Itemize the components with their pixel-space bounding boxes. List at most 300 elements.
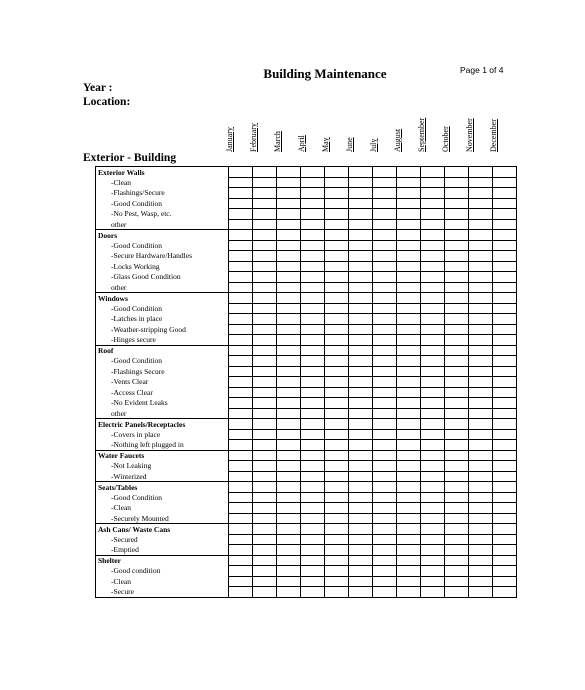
check-cell-october[interactable] bbox=[445, 471, 469, 482]
check-cell-january[interactable] bbox=[229, 450, 253, 461]
check-cell-july[interactable] bbox=[373, 377, 397, 388]
check-cell-september[interactable] bbox=[421, 324, 445, 335]
check-cell-may[interactable] bbox=[325, 408, 349, 419]
check-cell-june[interactable] bbox=[349, 461, 373, 472]
check-cell-september[interactable] bbox=[421, 198, 445, 209]
check-cell-september[interactable] bbox=[421, 272, 445, 283]
check-cell-january[interactable] bbox=[229, 471, 253, 482]
check-cell-february[interactable] bbox=[253, 188, 277, 199]
check-cell-july[interactable] bbox=[373, 356, 397, 367]
check-cell-november[interactable] bbox=[469, 314, 493, 325]
check-cell-february[interactable] bbox=[253, 534, 277, 545]
check-cell-december[interactable] bbox=[493, 188, 517, 199]
check-cell-june[interactable] bbox=[349, 450, 373, 461]
check-cell-february[interactable] bbox=[253, 419, 277, 430]
check-cell-may[interactable] bbox=[325, 503, 349, 514]
check-cell-february[interactable] bbox=[253, 293, 277, 304]
check-cell-may[interactable] bbox=[325, 545, 349, 556]
check-cell-february[interactable] bbox=[253, 261, 277, 272]
check-cell-march[interactable] bbox=[277, 482, 301, 493]
check-cell-october[interactable] bbox=[445, 587, 469, 598]
check-cell-april[interactable] bbox=[301, 492, 325, 503]
check-cell-july[interactable] bbox=[373, 188, 397, 199]
check-cell-january[interactable] bbox=[229, 482, 253, 493]
check-cell-may[interactable] bbox=[325, 314, 349, 325]
check-cell-december[interactable] bbox=[493, 293, 517, 304]
check-cell-august[interactable] bbox=[397, 198, 421, 209]
check-cell-october[interactable] bbox=[445, 513, 469, 524]
check-cell-april[interactable] bbox=[301, 555, 325, 566]
check-cell-january[interactable] bbox=[229, 282, 253, 293]
check-cell-july[interactable] bbox=[373, 282, 397, 293]
check-cell-november[interactable] bbox=[469, 219, 493, 230]
check-cell-may[interactable] bbox=[325, 576, 349, 587]
check-cell-february[interactable] bbox=[253, 377, 277, 388]
check-cell-september[interactable] bbox=[421, 177, 445, 188]
check-cell-october[interactable] bbox=[445, 576, 469, 587]
check-cell-august[interactable] bbox=[397, 335, 421, 346]
check-cell-april[interactable] bbox=[301, 566, 325, 577]
check-cell-october[interactable] bbox=[445, 219, 469, 230]
check-cell-may[interactable] bbox=[325, 272, 349, 283]
check-cell-april[interactable] bbox=[301, 419, 325, 430]
check-cell-august[interactable] bbox=[397, 177, 421, 188]
check-cell-august[interactable] bbox=[397, 387, 421, 398]
check-cell-june[interactable] bbox=[349, 503, 373, 514]
check-cell-january[interactable] bbox=[229, 177, 253, 188]
check-cell-october[interactable] bbox=[445, 545, 469, 556]
check-cell-march[interactable] bbox=[277, 555, 301, 566]
check-cell-april[interactable] bbox=[301, 461, 325, 472]
check-cell-july[interactable] bbox=[373, 398, 397, 409]
check-cell-march[interactable] bbox=[277, 398, 301, 409]
check-cell-august[interactable] bbox=[397, 261, 421, 272]
check-cell-may[interactable] bbox=[325, 534, 349, 545]
check-cell-may[interactable] bbox=[325, 282, 349, 293]
check-cell-september[interactable] bbox=[421, 261, 445, 272]
check-cell-january[interactable] bbox=[229, 167, 253, 178]
check-cell-march[interactable] bbox=[277, 324, 301, 335]
check-cell-december[interactable] bbox=[493, 398, 517, 409]
check-cell-may[interactable] bbox=[325, 230, 349, 241]
check-cell-january[interactable] bbox=[229, 587, 253, 598]
check-cell-august[interactable] bbox=[397, 450, 421, 461]
check-cell-october[interactable] bbox=[445, 324, 469, 335]
check-cell-july[interactable] bbox=[373, 450, 397, 461]
check-cell-september[interactable] bbox=[421, 429, 445, 440]
check-cell-july[interactable] bbox=[373, 545, 397, 556]
check-cell-july[interactable] bbox=[373, 314, 397, 325]
check-cell-april[interactable] bbox=[301, 377, 325, 388]
check-cell-june[interactable] bbox=[349, 566, 373, 577]
check-cell-june[interactable] bbox=[349, 335, 373, 346]
check-cell-july[interactable] bbox=[373, 240, 397, 251]
check-cell-june[interactable] bbox=[349, 230, 373, 241]
check-cell-may[interactable] bbox=[325, 566, 349, 577]
check-cell-march[interactable] bbox=[277, 261, 301, 272]
check-cell-january[interactable] bbox=[229, 377, 253, 388]
check-cell-august[interactable] bbox=[397, 272, 421, 283]
check-cell-december[interactable] bbox=[493, 566, 517, 577]
check-cell-november[interactable] bbox=[469, 177, 493, 188]
check-cell-january[interactable] bbox=[229, 251, 253, 262]
check-cell-september[interactable] bbox=[421, 513, 445, 524]
check-cell-may[interactable] bbox=[325, 293, 349, 304]
check-cell-october[interactable] bbox=[445, 482, 469, 493]
check-cell-may[interactable] bbox=[325, 513, 349, 524]
check-cell-february[interactable] bbox=[253, 492, 277, 503]
check-cell-august[interactable] bbox=[397, 545, 421, 556]
check-cell-april[interactable] bbox=[301, 303, 325, 314]
check-cell-january[interactable] bbox=[229, 513, 253, 524]
check-cell-november[interactable] bbox=[469, 419, 493, 430]
check-cell-april[interactable] bbox=[301, 188, 325, 199]
check-cell-january[interactable] bbox=[229, 503, 253, 514]
check-cell-december[interactable] bbox=[493, 492, 517, 503]
check-cell-february[interactable] bbox=[253, 587, 277, 598]
check-cell-august[interactable] bbox=[397, 282, 421, 293]
check-cell-august[interactable] bbox=[397, 503, 421, 514]
check-cell-november[interactable] bbox=[469, 534, 493, 545]
check-cell-august[interactable] bbox=[397, 230, 421, 241]
check-cell-august[interactable] bbox=[397, 219, 421, 230]
check-cell-april[interactable] bbox=[301, 314, 325, 325]
check-cell-june[interactable] bbox=[349, 188, 373, 199]
check-cell-january[interactable] bbox=[229, 356, 253, 367]
check-cell-october[interactable] bbox=[445, 167, 469, 178]
check-cell-march[interactable] bbox=[277, 408, 301, 419]
check-cell-march[interactable] bbox=[277, 366, 301, 377]
check-cell-september[interactable] bbox=[421, 167, 445, 178]
check-cell-november[interactable] bbox=[469, 566, 493, 577]
check-cell-july[interactable] bbox=[373, 230, 397, 241]
check-cell-march[interactable] bbox=[277, 387, 301, 398]
check-cell-april[interactable] bbox=[301, 251, 325, 262]
check-cell-january[interactable] bbox=[229, 198, 253, 209]
check-cell-june[interactable] bbox=[349, 513, 373, 524]
check-cell-february[interactable] bbox=[253, 429, 277, 440]
check-cell-october[interactable] bbox=[445, 198, 469, 209]
check-cell-march[interactable] bbox=[277, 524, 301, 535]
check-cell-october[interactable] bbox=[445, 345, 469, 356]
check-cell-september[interactable] bbox=[421, 566, 445, 577]
check-cell-august[interactable] bbox=[397, 513, 421, 524]
check-cell-june[interactable] bbox=[349, 345, 373, 356]
check-cell-april[interactable] bbox=[301, 167, 325, 178]
check-cell-january[interactable] bbox=[229, 188, 253, 199]
check-cell-march[interactable] bbox=[277, 167, 301, 178]
check-cell-may[interactable] bbox=[325, 377, 349, 388]
check-cell-march[interactable] bbox=[277, 303, 301, 314]
check-cell-april[interactable] bbox=[301, 335, 325, 346]
check-cell-september[interactable] bbox=[421, 440, 445, 451]
check-cell-april[interactable] bbox=[301, 534, 325, 545]
check-cell-july[interactable] bbox=[373, 324, 397, 335]
check-cell-january[interactable] bbox=[229, 408, 253, 419]
check-cell-october[interactable] bbox=[445, 492, 469, 503]
check-cell-june[interactable] bbox=[349, 251, 373, 262]
check-cell-november[interactable] bbox=[469, 503, 493, 514]
check-cell-may[interactable] bbox=[325, 387, 349, 398]
check-cell-june[interactable] bbox=[349, 303, 373, 314]
check-cell-february[interactable] bbox=[253, 398, 277, 409]
check-cell-november[interactable] bbox=[469, 587, 493, 598]
check-cell-march[interactable] bbox=[277, 314, 301, 325]
check-cell-october[interactable] bbox=[445, 209, 469, 220]
check-cell-november[interactable] bbox=[469, 261, 493, 272]
check-cell-november[interactable] bbox=[469, 251, 493, 262]
check-cell-january[interactable] bbox=[229, 419, 253, 430]
check-cell-october[interactable] bbox=[445, 366, 469, 377]
check-cell-july[interactable] bbox=[373, 555, 397, 566]
check-cell-december[interactable] bbox=[493, 261, 517, 272]
check-cell-april[interactable] bbox=[301, 293, 325, 304]
check-cell-september[interactable] bbox=[421, 188, 445, 199]
check-cell-january[interactable] bbox=[229, 335, 253, 346]
check-cell-june[interactable] bbox=[349, 293, 373, 304]
check-cell-december[interactable] bbox=[493, 440, 517, 451]
check-cell-november[interactable] bbox=[469, 324, 493, 335]
check-cell-june[interactable] bbox=[349, 282, 373, 293]
check-cell-october[interactable] bbox=[445, 398, 469, 409]
check-cell-february[interactable] bbox=[253, 324, 277, 335]
check-cell-september[interactable] bbox=[421, 576, 445, 587]
check-cell-may[interactable] bbox=[325, 398, 349, 409]
check-cell-may[interactable] bbox=[325, 555, 349, 566]
check-cell-january[interactable] bbox=[229, 398, 253, 409]
check-cell-march[interactable] bbox=[277, 251, 301, 262]
check-cell-november[interactable] bbox=[469, 188, 493, 199]
check-cell-february[interactable] bbox=[253, 387, 277, 398]
check-cell-april[interactable] bbox=[301, 387, 325, 398]
check-cell-may[interactable] bbox=[325, 587, 349, 598]
check-cell-december[interactable] bbox=[493, 545, 517, 556]
check-cell-august[interactable] bbox=[397, 524, 421, 535]
check-cell-july[interactable] bbox=[373, 209, 397, 220]
check-cell-september[interactable] bbox=[421, 398, 445, 409]
check-cell-november[interactable] bbox=[469, 240, 493, 251]
check-cell-july[interactable] bbox=[373, 471, 397, 482]
check-cell-february[interactable] bbox=[253, 450, 277, 461]
check-cell-june[interactable] bbox=[349, 177, 373, 188]
check-cell-october[interactable] bbox=[445, 303, 469, 314]
check-cell-april[interactable] bbox=[301, 482, 325, 493]
check-cell-august[interactable] bbox=[397, 251, 421, 262]
check-cell-july[interactable] bbox=[373, 576, 397, 587]
check-cell-july[interactable] bbox=[373, 587, 397, 598]
check-cell-march[interactable] bbox=[277, 356, 301, 367]
check-cell-july[interactable] bbox=[373, 492, 397, 503]
check-cell-august[interactable] bbox=[397, 534, 421, 545]
check-cell-november[interactable] bbox=[469, 461, 493, 472]
check-cell-december[interactable] bbox=[493, 240, 517, 251]
check-cell-march[interactable] bbox=[277, 209, 301, 220]
check-cell-october[interactable] bbox=[445, 272, 469, 283]
check-cell-november[interactable] bbox=[469, 482, 493, 493]
check-cell-february[interactable] bbox=[253, 555, 277, 566]
check-cell-july[interactable] bbox=[373, 524, 397, 535]
check-cell-july[interactable] bbox=[373, 167, 397, 178]
check-cell-august[interactable] bbox=[397, 555, 421, 566]
check-cell-november[interactable] bbox=[469, 440, 493, 451]
check-cell-july[interactable] bbox=[373, 177, 397, 188]
check-cell-october[interactable] bbox=[445, 534, 469, 545]
check-cell-november[interactable] bbox=[469, 366, 493, 377]
check-cell-january[interactable] bbox=[229, 366, 253, 377]
check-cell-december[interactable] bbox=[493, 387, 517, 398]
check-cell-december[interactable] bbox=[493, 366, 517, 377]
check-cell-may[interactable] bbox=[325, 198, 349, 209]
check-cell-april[interactable] bbox=[301, 450, 325, 461]
check-cell-march[interactable] bbox=[277, 576, 301, 587]
check-cell-january[interactable] bbox=[229, 492, 253, 503]
check-cell-november[interactable] bbox=[469, 377, 493, 388]
check-cell-may[interactable] bbox=[325, 335, 349, 346]
check-cell-march[interactable] bbox=[277, 429, 301, 440]
check-cell-october[interactable] bbox=[445, 251, 469, 262]
check-cell-october[interactable] bbox=[445, 261, 469, 272]
check-cell-january[interactable] bbox=[229, 324, 253, 335]
check-cell-july[interactable] bbox=[373, 261, 397, 272]
check-cell-january[interactable] bbox=[229, 219, 253, 230]
check-cell-december[interactable] bbox=[493, 450, 517, 461]
check-cell-march[interactable] bbox=[277, 471, 301, 482]
check-cell-march[interactable] bbox=[277, 198, 301, 209]
check-cell-november[interactable] bbox=[469, 555, 493, 566]
check-cell-april[interactable] bbox=[301, 177, 325, 188]
check-cell-july[interactable] bbox=[373, 429, 397, 440]
check-cell-november[interactable] bbox=[469, 230, 493, 241]
check-cell-may[interactable] bbox=[325, 219, 349, 230]
check-cell-november[interactable] bbox=[469, 356, 493, 367]
check-cell-march[interactable] bbox=[277, 282, 301, 293]
check-cell-february[interactable] bbox=[253, 219, 277, 230]
check-cell-june[interactable] bbox=[349, 167, 373, 178]
check-cell-may[interactable] bbox=[325, 366, 349, 377]
check-cell-may[interactable] bbox=[325, 177, 349, 188]
check-cell-february[interactable] bbox=[253, 566, 277, 577]
check-cell-july[interactable] bbox=[373, 219, 397, 230]
check-cell-february[interactable] bbox=[253, 513, 277, 524]
check-cell-october[interactable] bbox=[445, 356, 469, 367]
check-cell-november[interactable] bbox=[469, 209, 493, 220]
check-cell-august[interactable] bbox=[397, 324, 421, 335]
check-cell-march[interactable] bbox=[277, 188, 301, 199]
check-cell-may[interactable] bbox=[325, 261, 349, 272]
check-cell-august[interactable] bbox=[397, 240, 421, 251]
check-cell-july[interactable] bbox=[373, 366, 397, 377]
check-cell-april[interactable] bbox=[301, 198, 325, 209]
check-cell-march[interactable] bbox=[277, 440, 301, 451]
check-cell-january[interactable] bbox=[229, 303, 253, 314]
check-cell-february[interactable] bbox=[253, 408, 277, 419]
check-cell-june[interactable] bbox=[349, 356, 373, 367]
check-cell-march[interactable] bbox=[277, 503, 301, 514]
check-cell-august[interactable] bbox=[397, 345, 421, 356]
check-cell-january[interactable] bbox=[229, 272, 253, 283]
check-cell-october[interactable] bbox=[445, 429, 469, 440]
check-cell-december[interactable] bbox=[493, 503, 517, 514]
check-cell-july[interactable] bbox=[373, 303, 397, 314]
check-cell-january[interactable] bbox=[229, 576, 253, 587]
check-cell-march[interactable] bbox=[277, 534, 301, 545]
check-cell-june[interactable] bbox=[349, 387, 373, 398]
check-cell-june[interactable] bbox=[349, 555, 373, 566]
check-cell-november[interactable] bbox=[469, 303, 493, 314]
check-cell-february[interactable] bbox=[253, 209, 277, 220]
check-cell-october[interactable] bbox=[445, 293, 469, 304]
check-cell-november[interactable] bbox=[469, 282, 493, 293]
check-cell-october[interactable] bbox=[445, 450, 469, 461]
check-cell-may[interactable] bbox=[325, 450, 349, 461]
check-cell-april[interactable] bbox=[301, 366, 325, 377]
check-cell-september[interactable] bbox=[421, 503, 445, 514]
check-cell-june[interactable] bbox=[349, 524, 373, 535]
check-cell-june[interactable] bbox=[349, 366, 373, 377]
check-cell-june[interactable] bbox=[349, 314, 373, 325]
check-cell-may[interactable] bbox=[325, 419, 349, 430]
check-cell-august[interactable] bbox=[397, 293, 421, 304]
check-cell-december[interactable] bbox=[493, 461, 517, 472]
check-cell-march[interactable] bbox=[277, 461, 301, 472]
check-cell-january[interactable] bbox=[229, 261, 253, 272]
check-cell-december[interactable] bbox=[493, 356, 517, 367]
check-cell-june[interactable] bbox=[349, 587, 373, 598]
check-cell-march[interactable] bbox=[277, 450, 301, 461]
check-cell-december[interactable] bbox=[493, 282, 517, 293]
check-cell-december[interactable] bbox=[493, 576, 517, 587]
check-cell-november[interactable] bbox=[469, 576, 493, 587]
check-cell-october[interactable] bbox=[445, 503, 469, 514]
check-cell-june[interactable] bbox=[349, 440, 373, 451]
check-cell-may[interactable] bbox=[325, 471, 349, 482]
check-cell-january[interactable] bbox=[229, 240, 253, 251]
check-cell-march[interactable] bbox=[277, 335, 301, 346]
check-cell-august[interactable] bbox=[397, 377, 421, 388]
check-cell-february[interactable] bbox=[253, 471, 277, 482]
check-cell-september[interactable] bbox=[421, 482, 445, 493]
check-cell-june[interactable] bbox=[349, 198, 373, 209]
check-cell-june[interactable] bbox=[349, 429, 373, 440]
check-cell-december[interactable] bbox=[493, 419, 517, 430]
check-cell-november[interactable] bbox=[469, 492, 493, 503]
check-cell-june[interactable] bbox=[349, 471, 373, 482]
check-cell-may[interactable] bbox=[325, 461, 349, 472]
check-cell-january[interactable] bbox=[229, 387, 253, 398]
check-cell-february[interactable] bbox=[253, 314, 277, 325]
check-cell-november[interactable] bbox=[469, 545, 493, 556]
check-cell-may[interactable] bbox=[325, 188, 349, 199]
check-cell-july[interactable] bbox=[373, 513, 397, 524]
check-cell-august[interactable] bbox=[397, 440, 421, 451]
check-cell-january[interactable] bbox=[229, 555, 253, 566]
check-cell-november[interactable] bbox=[469, 387, 493, 398]
check-cell-june[interactable] bbox=[349, 272, 373, 283]
check-cell-november[interactable] bbox=[469, 345, 493, 356]
check-cell-july[interactable] bbox=[373, 251, 397, 262]
check-cell-december[interactable] bbox=[493, 429, 517, 440]
check-cell-july[interactable] bbox=[373, 503, 397, 514]
check-cell-september[interactable] bbox=[421, 345, 445, 356]
check-cell-july[interactable] bbox=[373, 440, 397, 451]
check-cell-july[interactable] bbox=[373, 335, 397, 346]
check-cell-november[interactable] bbox=[469, 524, 493, 535]
check-cell-december[interactable] bbox=[493, 555, 517, 566]
check-cell-july[interactable] bbox=[373, 461, 397, 472]
check-cell-january[interactable] bbox=[229, 429, 253, 440]
check-cell-june[interactable] bbox=[349, 534, 373, 545]
check-cell-june[interactable] bbox=[349, 261, 373, 272]
